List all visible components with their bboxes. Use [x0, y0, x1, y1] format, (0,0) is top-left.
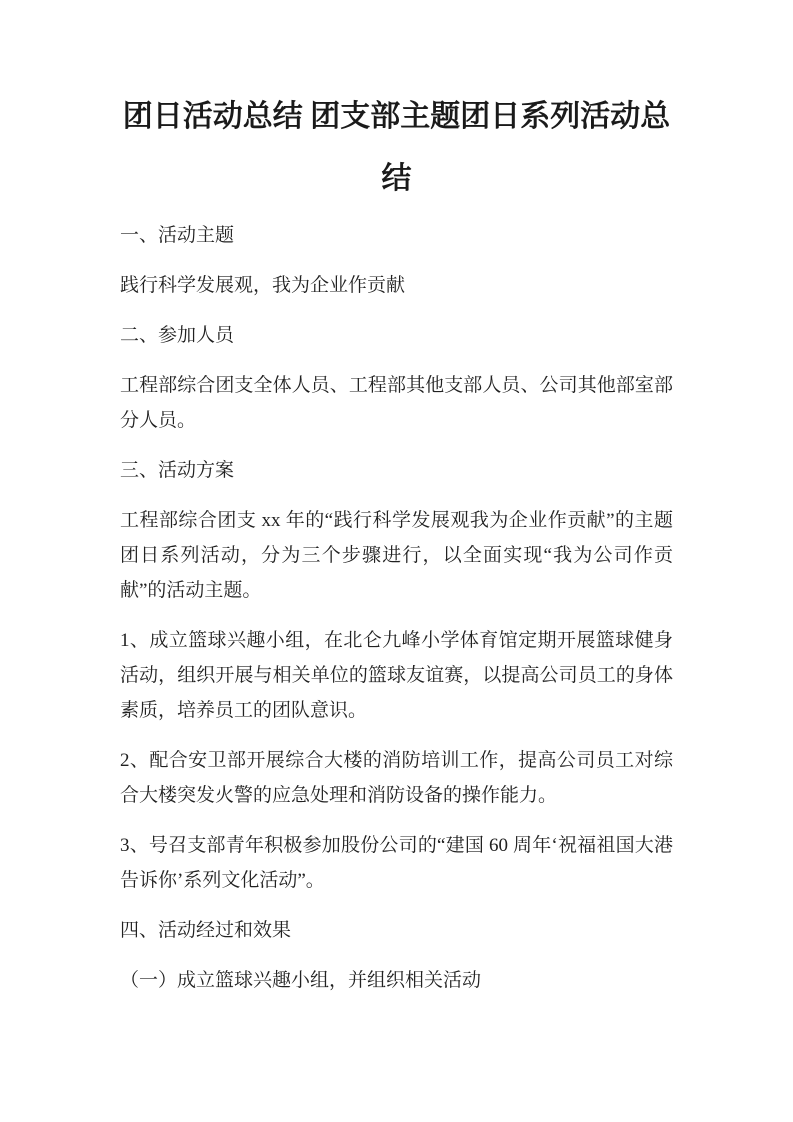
heading-participants: 二、参加人员	[120, 325, 235, 346]
para-activity-theme: 践行科学发展观，我为企业作贡献	[120, 275, 406, 296]
heading-activity-theme: 一、活动主题	[120, 225, 235, 246]
document-title: 团日活动总结 团支部主题团日系列活动总结	[122, 100, 671, 195]
para-plan-intro: 工程部综合团支 xx 年的“践行科学发展观我为企业作贡献”的主题团日系列活动，分为三个步骤进行，以全面实现“我为公司作贡献”的活动主题。	[120, 510, 673, 601]
document-body	[120, 218, 673, 998]
para-participants: 工程部综合团支全体人员、工程部其他支部人员、公司其他部室部分人员。	[120, 375, 673, 431]
para-plan-item-1: 1、成立篮球兴趣小组，在北仑九峰小学体育馆定期开展篮球健身活动，组织开展与相关单位的篮球友谊赛，以提高公司员工的身体素质，培养员工的团队意识。	[120, 630, 673, 721]
heading-activity-plan: 三、活动方案	[120, 460, 235, 481]
para-plan-item-3: 3、号召支部青年积极参加股份公司的“建国 60 周年‘祝福祖国大港告诉你’系列文化活动”。	[120, 835, 673, 891]
heading-subsection-basketball-group: （一）成立篮球兴趣小组，并组织相关活动	[120, 970, 482, 991]
heading-activity-process: 四、活动经过和效果	[120, 920, 292, 941]
para-plan-item-2: 2、配合安卫部开展综合大楼的消防培训工作，提高公司员工对综合大楼突发火警的应急处理和消防设备的操作能力。	[120, 750, 673, 806]
